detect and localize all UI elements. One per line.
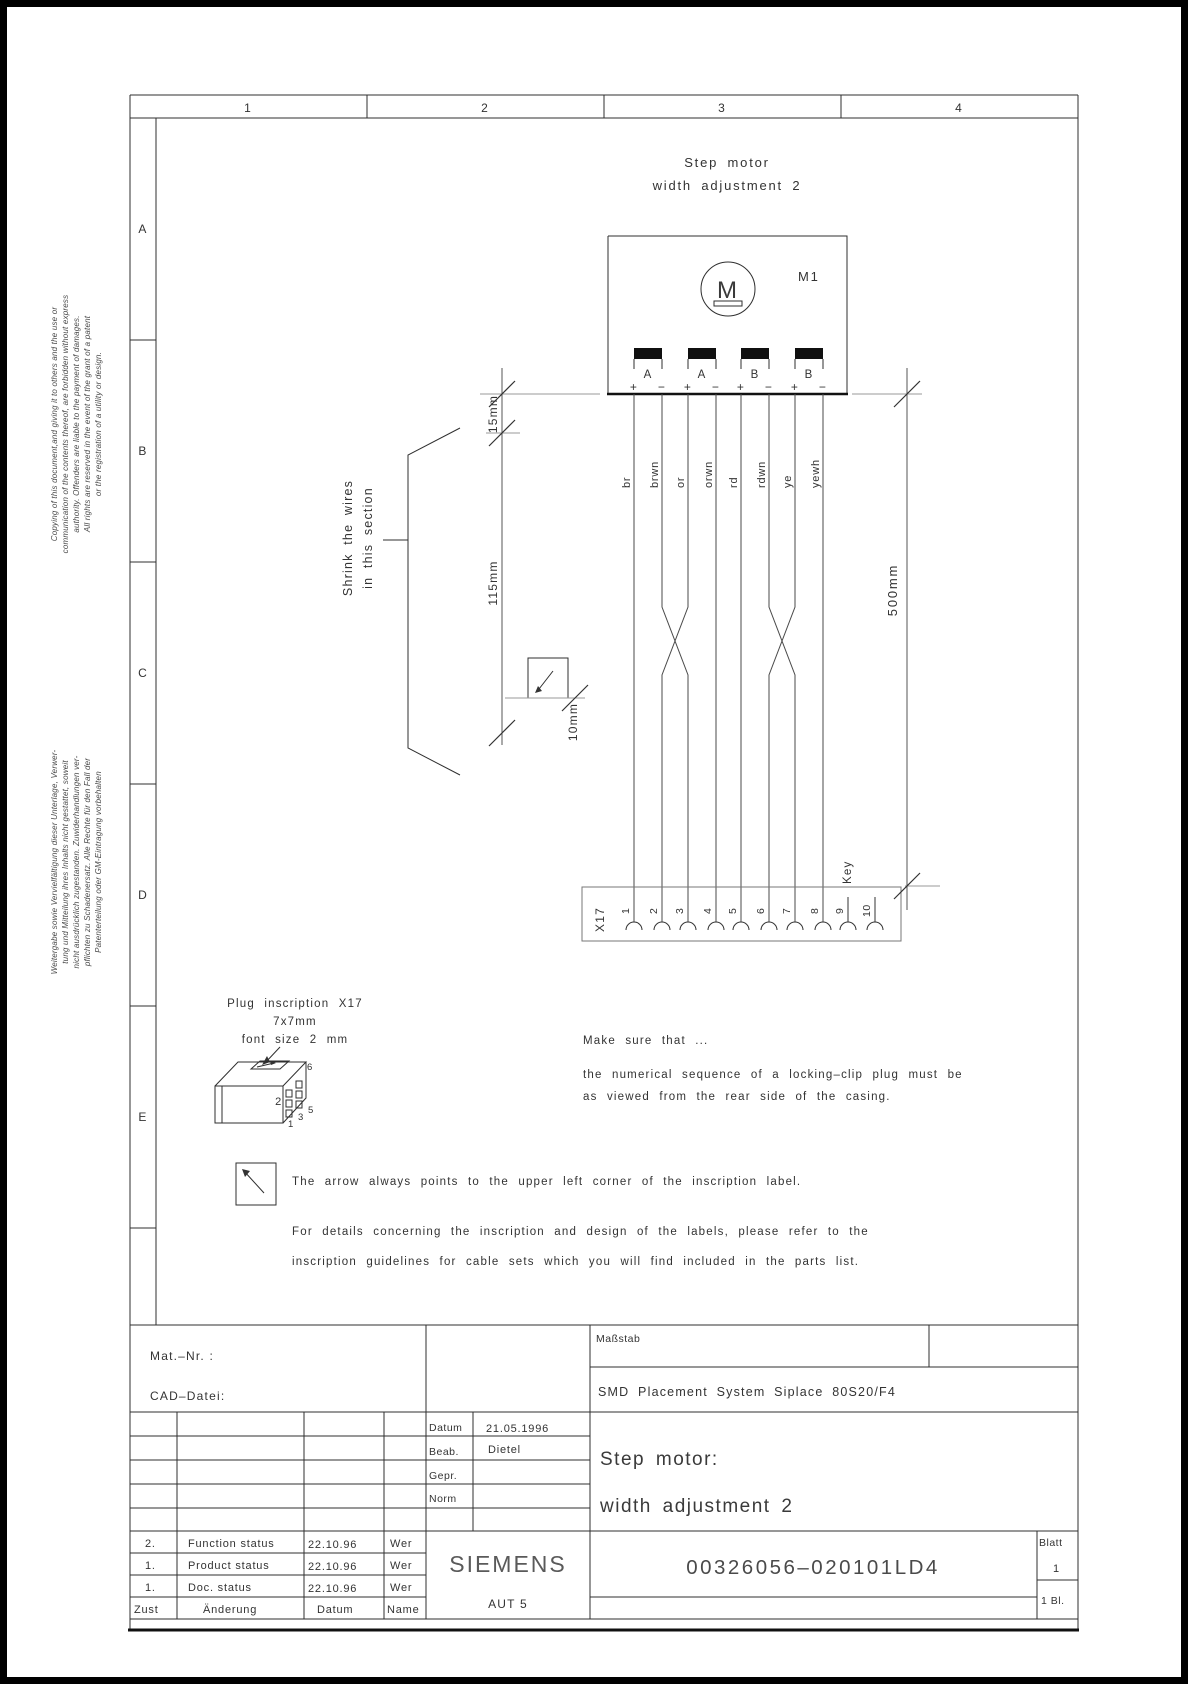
diagram-title-line1: Step motor <box>684 155 770 170</box>
coil-symbol <box>634 348 662 359</box>
rev-date: 22.10.96 <box>308 1583 358 1595</box>
coil-symbol <box>688 348 716 359</box>
wire-label: ye <box>782 474 794 488</box>
coil-label: B <box>750 369 760 381</box>
pin-number: 7 <box>781 907 793 914</box>
wire-label: brwn <box>649 460 661 488</box>
margin-disclaimer-german <box>50 749 103 974</box>
grid-row-b: B <box>138 444 148 458</box>
disclaimer-en-line: communication of the contents thereof, are forbidden without express <box>61 294 70 554</box>
polarity-plus: + <box>629 380 639 394</box>
rev-desc: Function status <box>188 1538 275 1550</box>
beab-label: Beab. <box>429 1446 459 1458</box>
cad-datei-label: CAD–Datei: <box>150 1389 226 1403</box>
diagram-title-line2: width adjustment 2 <box>652 178 802 193</box>
wire-color-labels <box>621 459 822 488</box>
disclaimer-en-line: All rights are reserved in the event of the grant of a patent <box>83 315 92 533</box>
grid-col-1: 1 <box>244 101 252 115</box>
pin-number: 1 <box>620 907 632 914</box>
note-sequence-line2: as viewed from the rear side of the casing. <box>583 1091 891 1103</box>
disclaimer-en-line: authority. Offenders are liable to the payment of damages. <box>72 315 81 533</box>
rev-number: 1. <box>145 1582 156 1594</box>
coil-symbol <box>795 348 823 359</box>
motor-reference-label: M1 <box>798 269 820 284</box>
polarity-plus: + <box>790 380 800 394</box>
title-block-content <box>134 1333 1065 1616</box>
coil-label: A <box>643 369 653 381</box>
aenderung-label: Änderung <box>203 1604 258 1616</box>
polarity-plus: + <box>736 380 746 394</box>
massstab-label: Maßstab <box>596 1333 641 1345</box>
rev-number: 1. <box>145 1560 156 1572</box>
rev-desc: Product status <box>188 1560 270 1572</box>
wire-inscription-label <box>505 658 588 741</box>
document-number: 00326056–020101LD4 <box>686 1556 940 1579</box>
pin-number: 6 <box>755 907 767 914</box>
grid-row-e: E <box>138 1110 148 1124</box>
rev-name: Wer <box>390 1582 413 1594</box>
pin-number: 10 <box>861 904 873 917</box>
system-title: SMD Placement System Siplace 80S20/F4 <box>598 1385 897 1399</box>
disclaimer-de-line: tung und Mitteilung ihres Inhalts nicht gestattet, soweit <box>61 760 70 964</box>
plug-note-line3: font size 2 mm <box>241 1034 349 1046</box>
plug-pin-5-label: 5 <box>308 1105 314 1116</box>
shrink-note-line2: in this section <box>361 487 375 589</box>
wire-label: rd <box>728 476 740 488</box>
rev-number: 2. <box>145 1538 156 1550</box>
plug-pin-6-label: 6 <box>307 1062 313 1073</box>
coil-label: A <box>697 369 707 381</box>
rev-date: 22.10.96 <box>308 1539 358 1551</box>
dim-115mm-label: 115mm <box>486 560 500 606</box>
pin-number: 2 <box>648 907 660 914</box>
department-label: AUT 5 <box>488 1597 528 1611</box>
wire-or <box>662 394 688 922</box>
datum-footer-label: Datum <box>317 1604 354 1616</box>
grid-row-c: C <box>138 666 148 680</box>
drawing-frame <box>128 95 1079 1630</box>
rev-desc: Doc. status <box>188 1582 252 1594</box>
polarity-plus: + <box>683 380 693 394</box>
pin-number: 3 <box>674 907 686 914</box>
disclaimer-en-line: or the registration of a utility or design. <box>94 351 103 497</box>
plug-note-line1: Plug inscription X17 <box>227 998 363 1010</box>
company-logo-text: SIEMENS <box>449 1551 567 1577</box>
disclaimer-en-line: Copying of this document,and giving it to others and the use or <box>50 306 59 542</box>
name-footer-label: Name <box>387 1604 420 1616</box>
drawing-title-line2: width adjustment 2 <box>600 1496 794 1517</box>
wire-label: rdwn <box>756 460 768 488</box>
gepr-label: Gepr. <box>429 1470 458 1482</box>
wire-label: or <box>675 476 687 488</box>
margin-disclaimer-english <box>50 295 103 554</box>
bl-value: 1 Bl. <box>1041 1595 1065 1607</box>
grid-row-labels <box>138 222 148 1124</box>
dim-15mm-label: 15mm <box>486 394 500 434</box>
notes-block <box>583 1035 963 1103</box>
shrink-note-line1: Shrink the wires <box>341 479 355 597</box>
wire-brwn <box>662 394 688 922</box>
plug-pin-3-label: 3 <box>298 1112 304 1123</box>
note-details-line2: inscription guidelines for cable sets which you will find included in the parts list. <box>292 1256 860 1268</box>
disclaimer-de-line: pflichten zu Schadenersatz. Alle Rechte für den Fall der <box>83 757 92 967</box>
motor-symbol-letter: M <box>717 277 739 304</box>
note-sequence-line1: the numerical sequence of a locking–clip plug must be <box>583 1069 963 1081</box>
pin-number: 5 <box>727 907 739 914</box>
dim-500mm-label: 500mm <box>885 563 900 617</box>
drawing-canvas <box>7 7 1181 1677</box>
wire-label: orwn <box>703 460 715 488</box>
disclaimer-de-line: Patenterteilung oder GM-Eintragung vorbehalten <box>94 771 103 953</box>
coil-symbol <box>741 348 769 359</box>
dim-10mm-label: 10mm <box>566 702 580 742</box>
overall-length-dimension <box>852 368 940 910</box>
polarity-minus: − <box>764 380 774 394</box>
plug-pin-1-label: 1 <box>288 1119 294 1130</box>
rev-name: Wer <box>390 1560 413 1572</box>
pin-number: 9 <box>834 907 846 914</box>
note-make-sure: Make sure that ... <box>583 1035 709 1047</box>
zust-label: Zust <box>134 1604 159 1616</box>
plug-note-line2: 7x7mm <box>273 1016 317 1028</box>
norm-label: Norm <box>429 1493 457 1505</box>
plug-inscription-note <box>227 998 363 1065</box>
wire-label: yewh <box>810 459 822 488</box>
polarity-minus: − <box>711 380 721 394</box>
wire-rdwn <box>769 394 795 922</box>
grid-row-d: D <box>138 888 148 902</box>
disclaimer-de-line: Weitergabe sowie Vervielfältigung dieser Unterlage, Verwer- <box>50 749 59 975</box>
plug-3d-view <box>215 1061 314 1130</box>
step-motor-symbol <box>607 236 848 394</box>
polarity-minus: − <box>657 380 667 394</box>
rev-name: Wer <box>390 1538 413 1550</box>
shrink-section-bracket <box>341 428 460 775</box>
pin-number: 8 <box>809 907 821 914</box>
key-label: Key <box>842 860 854 884</box>
blatt-label: Blatt <box>1039 1537 1063 1549</box>
connector-name-label: X17 <box>593 907 607 932</box>
disclaimer-de-line: nicht ausdrücklich zugestanden. Zuwiderhandlungen ver- <box>72 755 81 969</box>
grid-col-4: 4 <box>955 101 963 115</box>
mat-nr-label: Mat.–Nr. : <box>150 1349 215 1363</box>
datum-label: Datum <box>429 1422 463 1434</box>
note-arrow: The arrow always points to the upper left corner of the inscription label. <box>292 1176 802 1188</box>
blatt-value: 1 <box>1053 1563 1060 1575</box>
rev-date: 22.10.96 <box>308 1561 358 1573</box>
beab-value: Dietel <box>488 1444 521 1456</box>
grid-col-3: 3 <box>718 101 726 115</box>
wire-ye <box>769 394 795 922</box>
wire-label: br <box>621 476 633 488</box>
grid-row-a: A <box>138 222 148 236</box>
polarity-minus: − <box>818 380 828 394</box>
grid-col-2: 2 <box>481 101 489 115</box>
motor-wires <box>634 394 823 922</box>
coil-label: B <box>804 369 814 381</box>
note-details-line1: For details concerning the inscription and design of the labels, please refer to the <box>292 1226 869 1238</box>
plug-pin-2-label: 2 <box>275 1096 282 1108</box>
datum-value: 21.05.1996 <box>486 1423 550 1435</box>
pin-number: 4 <box>702 907 714 914</box>
arrow-example-box <box>236 1163 276 1205</box>
drawing-title-line1: Step motor: <box>600 1449 719 1470</box>
